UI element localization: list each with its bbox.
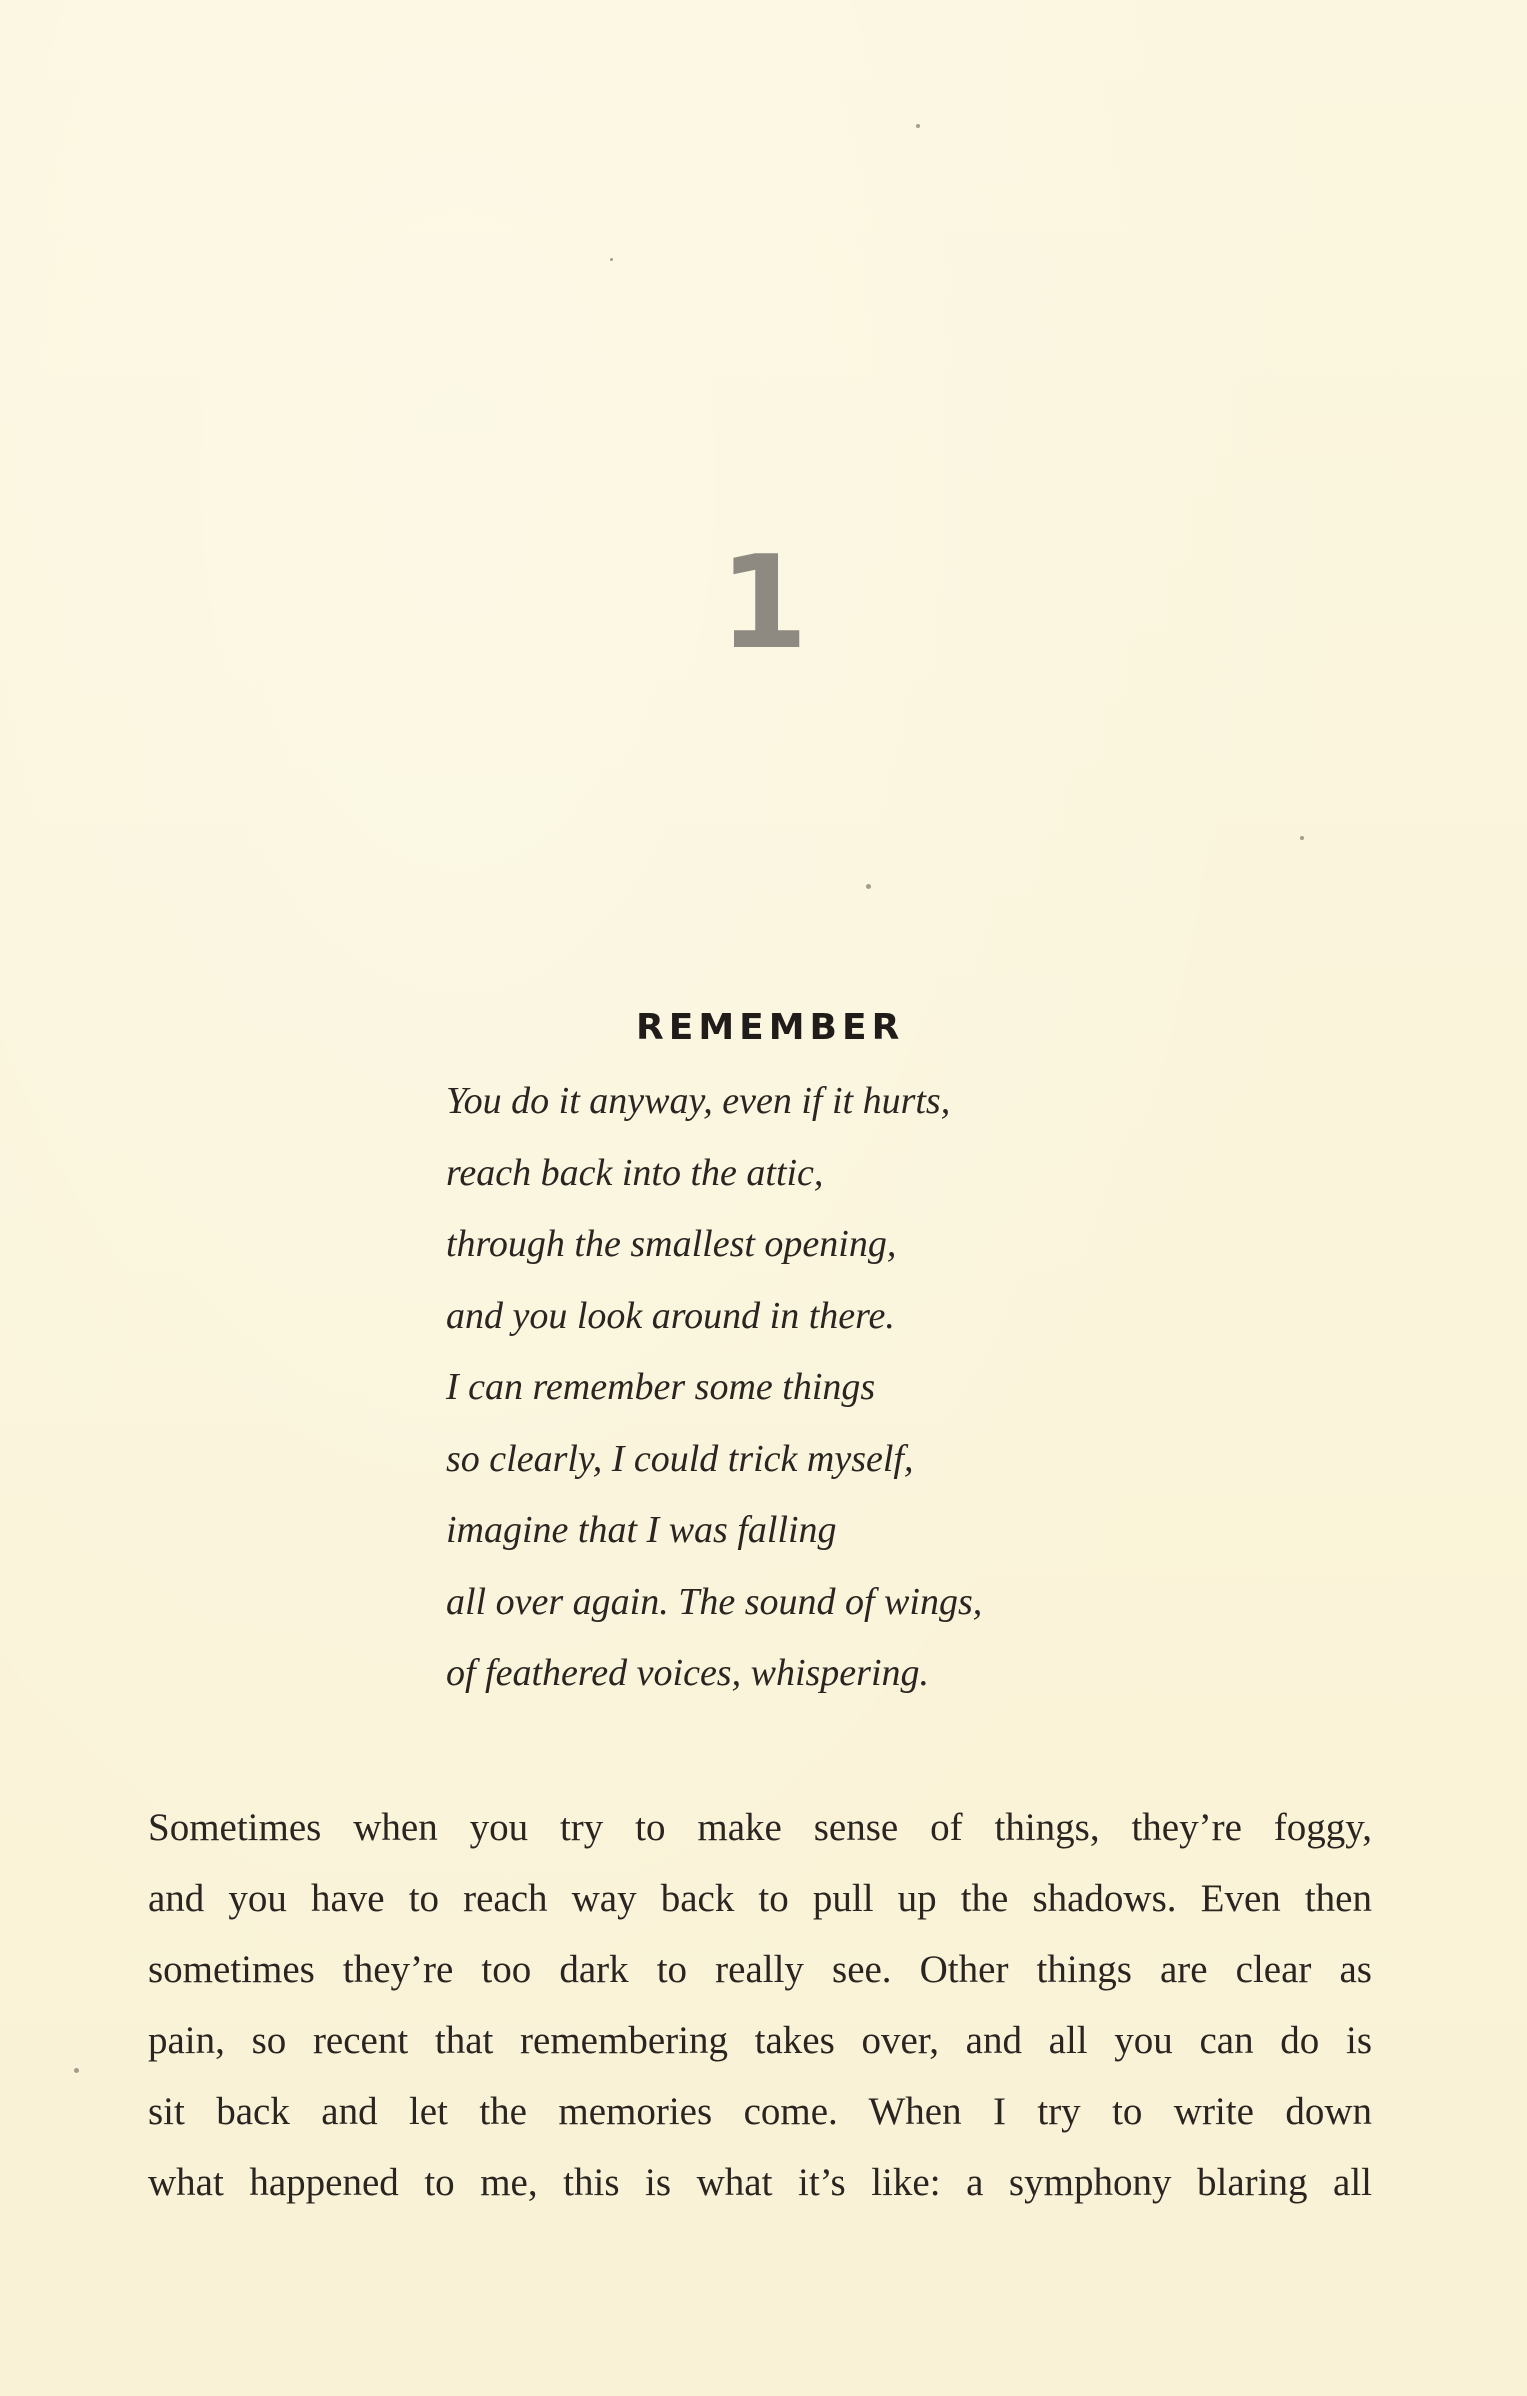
paper-speck [866,884,871,889]
paragraph-line: what happened to me, this is what it’s like: a symphony blaring all [148,2161,1372,2204]
paper-speck [74,2068,79,2073]
poem-line: so clearly, I could trick myself, [446,1437,914,1480]
epigraph-poem [446,1000,1166,1710]
poem-line: of feathered voices, whispering. [446,1652,929,1694]
paragraph-line: sit back and let the memories come. When I try to write down [148,2090,1372,2133]
paragraph-line: sometimes they’re too dark to really see. Other things are clear as [148,1948,1372,1991]
poem-lines [446,1066,1166,1710]
chapter-number: 1 [718,529,809,678]
poem-title: REMEMBER [636,1007,905,1048]
paragraph-line: pain, so recent that remembering takes over, and all you can do is [148,2019,1372,2062]
poem-line: and you look around in there. [446,1294,895,1337]
paragraph-line: and you have to reach way back to pull up the shadows. Even then [148,1877,1372,1920]
poem-line: all over again. The sound of wings, [446,1580,983,1623]
poem-line: reach back into the attic, [446,1151,824,1194]
poem-line: You do it anyway, even if it hurts, [446,1080,951,1122]
paper-speck [916,124,920,128]
poem-line: through the smallest opening, [446,1223,897,1265]
poem-line: I can remember some things [446,1366,876,1408]
poem-line: imagine that I was falling [446,1509,837,1551]
body-paragraph [148,1792,1372,2218]
paper-speck [610,258,613,261]
paper-speck [1300,836,1304,840]
paragraph-line: Sometimes when you try to make sense of things, they’re foggy, [148,1806,1372,1849]
